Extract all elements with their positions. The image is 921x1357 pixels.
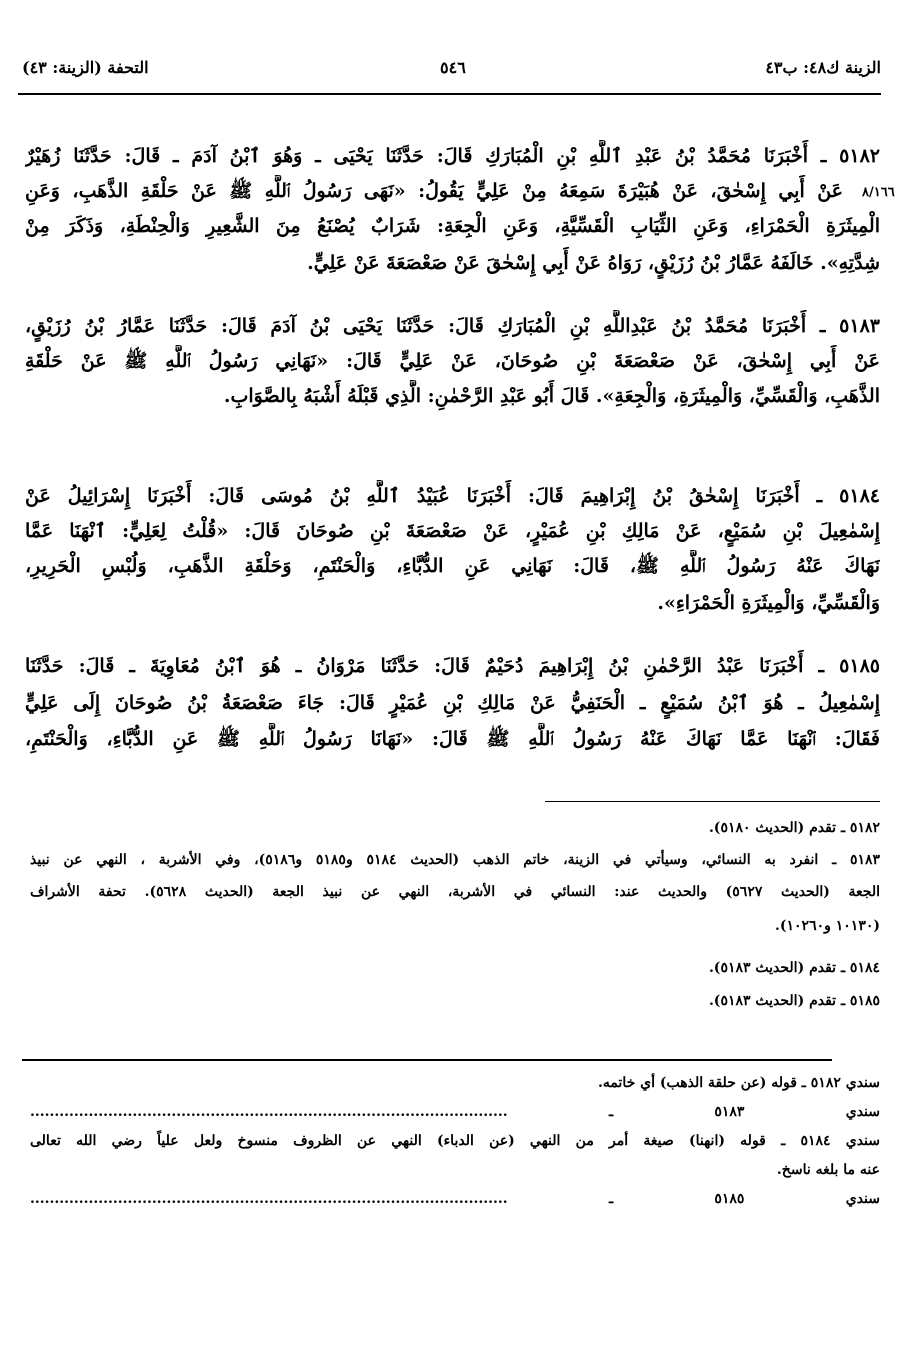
hadith-1-line: ٥١٨٢ ـ أَخْبَرَنَا مُحَمَّدُ بْنُ عَبْدِ ٱللَّهِ بْنِ الْمُبَارَكِ قَالَ: حَدَّثَنَا يَحْيَى ـ وَهُوَ ٱبْنُ آدَمَ ـ قَالَ: حَدَّثَنَا زُهَيْرٌ <box>25 145 880 167</box>
hadith-4-line: ٥١٨٥ ـ أَخْبَرَنَا عَبْدُ الرَّحْمٰنِ بْنُ إِبْرَاهِيمَ دُحَيْمٌ قَالَ: حَدَّثَنَا مَرْوَانُ ـ هُوَ ٱبْنُ مُعَاوِيَةَ ـ قَالَ: حَدَّثَنَا <box>25 655 880 677</box>
footnote-line: (١٠١٣٠ و١٠٢٦٠). <box>775 918 880 934</box>
header-book-ref: الزينة ك٤٨: ب٤٣ <box>765 58 881 77</box>
hadith-2-line: الذَّهَبِ، وَالْقَسِّيِّ، وَالْمِيثَرَةِ، وَالْجِعَةِ». قَالَ أَبُو عَبْدِ الرَّحْمٰنِ: الَّذِي قَبْلَهُ أَشْبَهُ بِالصَّوَابِ. <box>223 385 880 407</box>
hadith-3-line: ٥١٨٤ ـ أَخْبَرَنَا إِسْحٰقُ بْنُ إِبْرَاهِيمَ قَالَ: أَخْبَرَنَا عُبَيْدُ ٱللَّهِ بْنُ مُوسَى قَالَ: أَخْبَرَنَا إِسْرَائِيلُ عَنْ <box>25 485 880 507</box>
header-tuhfa-ref: التحفة (الزينة: ٤٣) <box>22 58 149 77</box>
sindi-line: سندي ٥١٨٤ ـ قوله (انهنا) صيغة أمر من النهي (عن الدباء) النهي عن الظروف منسوخ ولعل علياً رضي الله تعالى <box>30 1133 880 1149</box>
margin-note: ٨/١٦٦ <box>862 185 895 200</box>
hadith-1-line: عَنْ أَبِي إِسْحٰقَ، عَنْ هُبَيْرَةَ سَمِعَهُ مِنْ عَلِيٍّ يَقُولُ: «نَهَى رَسُولُ ٱللَّهِ ﷺ عَنْ حَلْقَةِ الذَّهَبِ، وَعَنِ <box>25 180 843 202</box>
footnote-rule <box>545 801 880 802</box>
sindi-line: سندي ٥١٨٣ ـ .................................................................................................. <box>30 1104 880 1120</box>
hadith-1-line: شِدَّتِهِ». خَالَفَهُ عَمَّارُ بْنُ رُزَيْقٍ، رَوَاهُ عَنْ أَبِي إِسْحٰقَ عَنْ صَعْصَعَةَ عَنْ عَلِيٍّ. <box>307 252 880 274</box>
hadith-2-line: عَنْ أَبِي إِسْحٰقَ، عَنْ صَعْصَعَةَ بْنِ صُوحَانَ، عَنْ عَلِيٍّ قَالَ: «نَهَانِي رَسُولُ ٱللَّهِ ﷺ عَنْ حَلْقَةِ <box>25 350 880 372</box>
sindi-line: سندي ٥١٨٥ ـ .................................................................................................. <box>30 1191 880 1207</box>
footnote-line: الجعة (الحديث ٥٦٢٧) والحديث عند: النسائي في الأشربة، النهي عن نبيذ الجعة (الحديث ٥٦٢٨). تحفة الأشراف <box>30 884 880 900</box>
hadith-3-line: نَهَاكَ عَنْهُ رَسُولُ ٱللَّهِ ﷺ، قَالَ: نَهَانِي عَنِ الدُّبَّاءِ، وَالْحَنْتَمِ، وَحَلْقَةِ الذَّهَبِ، وَلُبْسِ الْحَرِيرِ، <box>25 555 880 577</box>
hadith-2-line: ٥١٨٣ ـ أَخْبَرَنَا مُحَمَّدُ بْنُ عَبْدِاللَّهِ بْنِ الْمُبَارَكِ قَالَ: حَدَّثَنَا يَحْيَى بْنُ آدَمَ قَالَ: حَدَّثَنَا عَمَّارُ بْنُ رُزَيْقٍ، <box>25 315 880 337</box>
footnote-line: ٥١٨٥ ـ تقدم (الحديث ٥١٨٣). <box>708 993 880 1009</box>
footnote-line: ٥١٨٣ ـ انفرد به النسائي، وسيأتي في الزينة، خاتم الذهب (الحديث ٥١٨٤ و٥١٨٥ و٥١٨٦)، وفي الأشربة ، النهي عن نبيذ <box>30 852 880 868</box>
footnote-line: ٥١٨٤ ـ تقدم (الحديث ٥١٨٣). <box>708 960 880 976</box>
footnote-line: ٥١٨٢ ـ تقدم (الحديث ٥١٨٠). <box>708 820 880 836</box>
hadith-4-line: فَقَالَ: ٱنْهَنَا عَمَّا نَهَاكَ عَنْهُ رَسُولُ ٱللَّهِ ﷺ قَالَ: «نَهَانَا رَسُولُ ٱللَّهِ ﷺ عَنِ الدُّبَّاءِ، وَالْحَنْتَمِ، <box>25 728 880 750</box>
hadith-3-line: إِسْمٰعِيلَ بْنِ سُمَيْعٍ، عَنْ مَالِكِ بْنِ عُمَيْرٍ، عَنْ صَعْصَعَةَ بْنِ صُوحَانَ قَالَ: «قُلْتُ لِعَلِيٍّ: ٱنْهَنَا عَمَّا <box>25 520 880 542</box>
hadith-1-line: الْمِيثَرَةِ الْحَمْرَاءِ، وَعَنِ الثِّيَابِ الْقَسِّيَّةِ، وَعَنِ الْجِعَةِ: شَرَابٌ يُصْنَعُ مِنَ الشَّعِيرِ وَالْحِنْطَةِ، وَذَكَرَ مِنْ <box>25 215 880 237</box>
hadith-4-line: إِسْمٰعِيلُ ـ هُوَ ٱبْنُ سُمَيْعٍ ـ الْحَنَفِيُّ عَنْ مَالِكِ بْنِ عُمَيْرٍ قَالَ: جَاءَ صَعْصَعَةُ بْنُ صُوحَانَ إِلَى عَلِيٍّ <box>25 692 880 714</box>
page-number: ٥٤٦ <box>440 58 466 77</box>
hadith-3-line: وَالْقَسِّيِّ، وَالْمِيثَرَةِ الْحَمْرَاءِ». <box>657 592 880 614</box>
header-rule <box>18 93 881 95</box>
sindi-line: سندي ٥١٨٢ ـ قوله (عن حلقة الذهب) أي خاتمه. <box>597 1075 880 1091</box>
sindi-rule <box>22 1059 832 1061</box>
sindi-line: عنه ما بلغه ناسخ. <box>776 1162 880 1178</box>
